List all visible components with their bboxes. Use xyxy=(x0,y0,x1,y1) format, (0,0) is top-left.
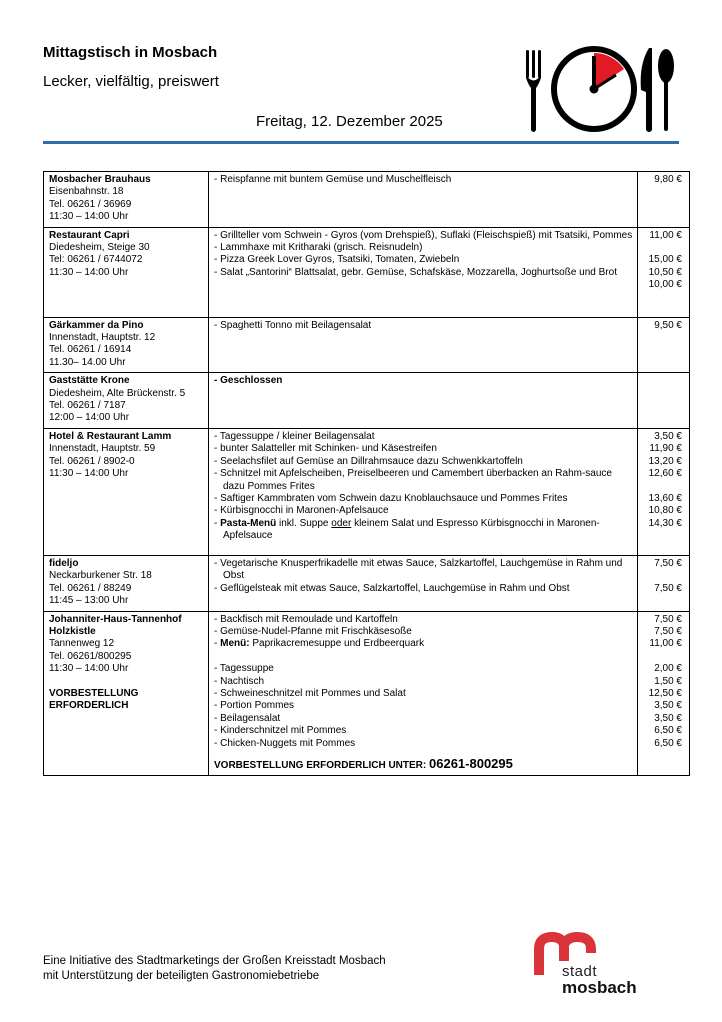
clock-icon xyxy=(554,49,634,129)
dish-price: 3,50 € xyxy=(654,700,682,712)
brand-name: mosbach xyxy=(562,978,637,997)
dish-item: - Geflügelsteak mit etwas Sauce, Salzkartoffel, Lauchgemüse in Rahm und Obst xyxy=(214,582,570,594)
dish-price: 10,50 € xyxy=(648,266,682,278)
dish-item: - Seelachsfilet auf Gemüse an Dillrahmsauce dazu Schwenkkartoffeln xyxy=(214,455,523,467)
restaurant-name: Restaurant Capri xyxy=(49,229,130,241)
dish-item: - Kinderschnitzel mit Pommes xyxy=(214,725,347,737)
restaurant-address: Innenstadt, Hauptstr. 12 xyxy=(49,332,156,344)
cutlery-clock-icon xyxy=(520,42,680,138)
price-list xyxy=(638,428,690,555)
restaurant-hours: 11:30 – 14:00 Uhr xyxy=(49,211,129,223)
spoon-icon xyxy=(658,49,674,131)
restaurant-phone: Tel. 06261 / 8902-0 xyxy=(49,455,135,467)
restaurant-row xyxy=(44,555,690,611)
dish-price: 6,50 € xyxy=(654,725,682,737)
dish-price: 12,60 € xyxy=(648,468,682,480)
dish-price: 10,00 € xyxy=(648,279,682,291)
dish-list xyxy=(209,428,638,555)
prebook-note: VORBESTELLUNG xyxy=(49,687,139,699)
brand-stadt: stadt xyxy=(562,963,598,980)
dish-list xyxy=(209,555,638,611)
restaurant-info xyxy=(44,373,209,429)
restaurant-row xyxy=(44,317,690,373)
restaurant-row xyxy=(44,227,690,317)
restaurant-info xyxy=(44,227,209,317)
page-subtitle: Lecker, vielfältig, preiswert xyxy=(43,73,219,90)
restaurant-address: Diedesheim, Alte Brückenstr. 5 xyxy=(49,387,186,399)
menu-date: Freitag, 12. Dezember 2025 xyxy=(256,113,443,130)
dish-item: - Backfisch mit Remoulade und Kartoffeln xyxy=(214,613,398,625)
restaurant-info xyxy=(44,555,209,611)
restaurant-info xyxy=(44,428,209,555)
pasta-menu-or: oder xyxy=(331,517,352,529)
dish-item: - Saftiger Kammbraten vom Schwein dazu Knoblauchsauce und Pommes Frites xyxy=(214,492,568,504)
dish-price: 11,00 € xyxy=(649,229,682,241)
restaurant-row xyxy=(44,428,690,555)
restaurant-name: Johanniter-Haus-Tannenhof xyxy=(49,613,182,625)
fork-icon xyxy=(526,50,541,132)
price-list xyxy=(638,611,690,776)
dish-price: 6,50 € xyxy=(654,737,682,749)
restaurant-row xyxy=(44,373,690,429)
restaurant-hours: 11:30 – 14:00 Uhr xyxy=(49,663,129,675)
dish-price: 13,20 € xyxy=(648,455,682,467)
dish-price: 7,50 € xyxy=(654,625,682,637)
header-rule xyxy=(43,141,679,144)
dish-item: - Salat „Santorini“ Blattsalat, gebr. Gemüse, Schafskäse, Mozzarella, Joghurtsoße und Brot xyxy=(214,266,617,278)
dish-list xyxy=(209,317,638,373)
restaurant-phone: Tel: 06261 / 6744072 xyxy=(49,254,143,266)
dish-price: 7,50 € xyxy=(654,557,682,569)
closed-notice: - Geschlossen xyxy=(214,375,283,387)
dish-price: 9,80 € xyxy=(654,174,682,185)
price-list xyxy=(638,373,690,429)
restaurant-phone: Tel. 06261 / 16914 xyxy=(49,344,132,356)
restaurant-name: Gärkammer da Pino xyxy=(49,319,144,331)
restaurant-phone: Tel. 06261/800295 xyxy=(49,650,132,662)
restaurant-address: Tannenweg 12 xyxy=(49,638,115,650)
restaurant-hours: 11:30 – 14:00 Uhr xyxy=(49,468,129,480)
dish-price: 2,00 € xyxy=(654,663,682,675)
restaurant-row xyxy=(44,172,690,228)
restaurant-phone: Tel. 06261 / 88249 xyxy=(49,582,132,594)
page-title: Mittagstisch in Mosbach xyxy=(43,44,218,61)
restaurant-address: Neckarburkener Str. 18 xyxy=(49,570,152,582)
dish-item: - Vegetarische Knusperfrikadelle mit etwas Sauce, Salzkartoffel, Lauchgemüse in Rahm und Obst xyxy=(214,557,623,582)
dish-item: - Tagessuppe xyxy=(214,663,274,675)
restaurant-info xyxy=(44,611,209,776)
dish-item: - Spaghetti Tonno mit Beilagensalat xyxy=(214,319,372,331)
dish-price: 13,60 € xyxy=(648,492,682,504)
dish-item: - Pizza Greek Lover Gyros, Tsatsiki, Tomaten, Zwiebeln xyxy=(214,254,460,266)
dish-price: 11,90 € xyxy=(649,443,682,455)
dish-item: - Schweineschnitzel mit Pommes und Salat xyxy=(214,687,406,699)
dish-price: 7,50 € xyxy=(654,613,682,625)
pasta-menu-item: - Pasta-Menü inkl. Suppe oder kleinem Salat und Espresso Kürbisgnocchi in Maronen-Apfelsauce xyxy=(214,517,600,542)
footer-line-1: Eine Initiative des Stadtmarketings der Großen Kreisstadt Mosbach xyxy=(43,955,386,967)
restaurant-name: fideljo xyxy=(49,557,79,569)
dish-price: 10,80 € xyxy=(648,505,682,517)
dish-list xyxy=(209,172,638,228)
price-list xyxy=(638,555,690,611)
dish-item: - Nachtisch xyxy=(214,675,265,687)
price-list xyxy=(638,172,690,228)
dish-item: - Lammhaxe mit Kritharaki (grisch. Reisnudeln) xyxy=(214,242,423,254)
dish-item: - Tagessuppe / kleiner Beilagensalat xyxy=(214,430,375,442)
restaurant-name: Mosbacher Brauhaus xyxy=(49,174,151,185)
dish-price: 11,00 € xyxy=(649,638,682,650)
restaurant-hours: 11:30 – 14:00 Uhr xyxy=(49,266,129,278)
restaurant-address: Eisenbahnstr. 18 xyxy=(49,186,124,198)
dish-price: 3,50 € xyxy=(654,712,682,724)
price-list xyxy=(638,317,690,373)
restaurant-hours: 11.30– 14.00 Uhr xyxy=(49,356,126,368)
restaurant-hours: 11:45 – 13:00 Uhr xyxy=(49,595,129,607)
dish-price: 3,50 € xyxy=(654,430,682,442)
restaurant-hours: 12:00 – 14:00 Uhr xyxy=(49,412,130,424)
menu-item: - Menü: Paprikacremesuppe und Erdbeerquark xyxy=(214,638,425,650)
price-list xyxy=(638,227,690,317)
dish-price: 9,50 € xyxy=(654,319,682,331)
dish-price: 15,00 € xyxy=(648,254,682,266)
restaurant-name: Gaststätte Krone xyxy=(49,375,130,387)
menu-table xyxy=(43,171,690,776)
restaurant-row xyxy=(44,611,690,776)
restaurant-name-line2: Holzkistle xyxy=(49,625,96,637)
dish-price: 12,50 € xyxy=(648,687,682,699)
dish-list xyxy=(209,611,638,776)
dish-item: - bunter Salatteller mit Schinken- und Käsestreifen xyxy=(214,443,437,455)
prebook-line: VORBESTELLUNG ERFORDERLICH UNTER: 06261-800295 xyxy=(214,755,513,771)
restaurant-phone: Tel. 06261 / 36969 xyxy=(49,198,132,210)
dish-item: - Grillteller vom Schwein - Gyros (vom Drehspieß), Suflaki (Fleischspieß) mit Tsatsiki, Pommes xyxy=(214,229,633,241)
prebook-note-line2: ERFORDERLICH xyxy=(49,700,129,712)
dish-item: - Gemüse-Nudel-Pfanne mit Frischkäsesoße xyxy=(214,625,412,637)
dish-price: 1,50 € xyxy=(654,675,682,687)
dish-item: - Reispfanne mit buntem Gemüse und Muschelfleisch xyxy=(214,174,452,185)
dish-item: - Portion Pommes xyxy=(214,700,295,712)
restaurant-phone: Tel. 06261 / 7187 xyxy=(49,400,126,412)
dish-item: - Chicken-Nuggets mit Pommes xyxy=(214,737,356,749)
prebook-phone: 06261-800295 xyxy=(429,755,513,771)
restaurant-address: Innenstadt, Hauptstr. 59 xyxy=(49,443,156,455)
dish-price: 14,30 € xyxy=(648,517,682,529)
restaurant-info xyxy=(44,172,209,228)
footer-line-2: mit Unterstützung der beteiligten Gastronomiebetriebe xyxy=(43,970,320,982)
dish-price: 7,50 € xyxy=(654,582,682,594)
dish-item: - Beilagensalat xyxy=(214,712,281,724)
dish-list xyxy=(209,227,638,317)
restaurant-address: Diedesheim, Steige 30 xyxy=(49,242,150,254)
restaurant-info xyxy=(44,317,209,373)
pasta-menu-label: Pasta-Menü xyxy=(220,517,277,529)
knife-icon xyxy=(641,48,652,132)
restaurant-name: Hotel & Restaurant Lamm xyxy=(49,430,172,442)
dish-item: - Kürbisgnocchi in Maronen-Apfelsauce xyxy=(214,505,389,517)
dish-list xyxy=(209,373,638,429)
dish-item: - Schnitzel mit Apfelscheiben, Preiselbeeren und Camembert überbacken an Rahm-sauce dazu Pommes Frites xyxy=(214,468,612,492)
menu-label: Menü: xyxy=(220,638,250,650)
